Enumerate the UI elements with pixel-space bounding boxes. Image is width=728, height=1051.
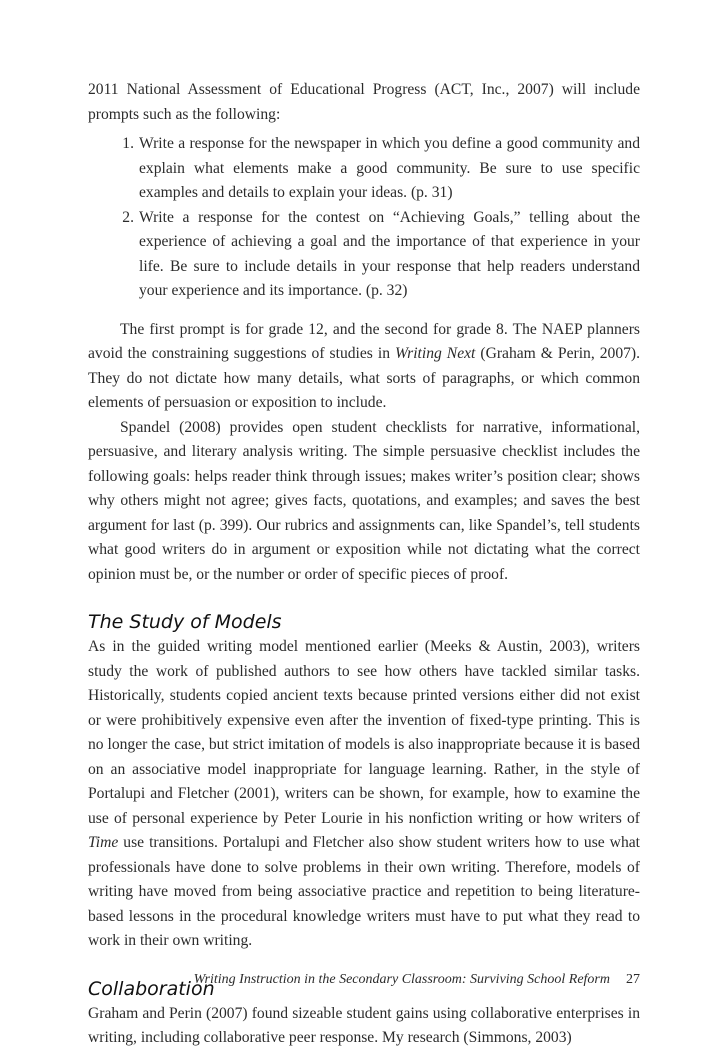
collaboration-paragraph: Graham and Perin (2007) found sizeable student gains using collaborative enterprises in writing, including collaborative peer response. My research (Simmons, 2003) <box>88 1004 640 1046</box>
list-number: 2. <box>122 208 134 226</box>
list-number: 1. <box>122 135 134 152</box>
book-title: Writing Next <box>395 345 476 362</box>
spandel-paragraph: Spandel (2008) provides open student checklists for narrative, informational, persuasive, and literary analysis writing. The simple persuasive checklist includes the following goals: helps reader think through issues; makes writer’s position clear; shows why others might not agree; gives facts, quotations, and examples; and saves the best argument for last (p. 399). Our rubrics and assignments can, like Spandel’s, tell students what good writers do in argument or exposition while not dictating what the correct opinion must be, or the number or order of specific pieces of proof. <box>88 418 640 583</box>
list-item <box>88 206 640 304</box>
section-heading-models: The Study of Models <box>88 611 282 633</box>
list-item <box>88 132 640 206</box>
section-heading-collaboration: Collaboration <box>88 977 215 1000</box>
intro-paragraph: 2011 National Assessment of Educational Progress (ACT, Inc., 2007) will include prompts such as the following: <box>88 81 640 123</box>
list-text: Write a response for the contest on “Achieving Goals,” telling about the experience of achieving a goal and the importance of that experience in your life. Be sure to include details in your response that help readers understand your experience and its importance. (p. 32) <box>139 208 640 299</box>
page-number: 27 <box>626 972 640 987</box>
naep-paragraph: The first prompt is for grade 12, and the second for grade 8. The NAEP planners avoid the constraining suggestions of studies in Writing Next (Graham & Perin, 2007). They do not dictate how many details, what sorts of paragraphs, or which common elements of persuasion or exposition to include. <box>88 320 641 411</box>
list-text: Write a response for the newspaper in which you define a good community and explain what elements make a good community. Be sure to use specific examples and details to explain your ideas. (p. 31) <box>139 135 640 201</box>
models-paragraph: As in the guided writing model mentioned earlier (Meeks & Austin, 2003), writers study the work of published authors to see how others have tackled similar tasks. Historically, students copied ancient texts because printed versions either did not exist or were prohibitively expensive even after the invention of fixed-type printing. This is no longer the case, but strict imitation of models is also inappropriate because it is based on an associative model inappropriate for language learning. Rather, in the style of Portalupi and Fletcher (2001), writers can be shown, for example, how to examine the use of personal experience by Peter Lourie in his nonfiction writing or how writers of Time use transitions. Portalupi and Fletcher also show student writers how to use what professionals have done to solve problems in their own writing. Therefore, models of writing have moved from being associative practice and repetition to being literature-based lessons in the procedural knowledge writers must have to put what they read to work in their own writing. <box>88 638 640 949</box>
page-body <box>88 78 640 1051</box>
running-title: Writing Instruction in the Secondary Classroom: Surviving School Reform <box>193 972 610 987</box>
page-footer <box>88 972 640 988</box>
prompt-list <box>88 132 640 304</box>
magazine-title: Time <box>88 834 119 851</box>
